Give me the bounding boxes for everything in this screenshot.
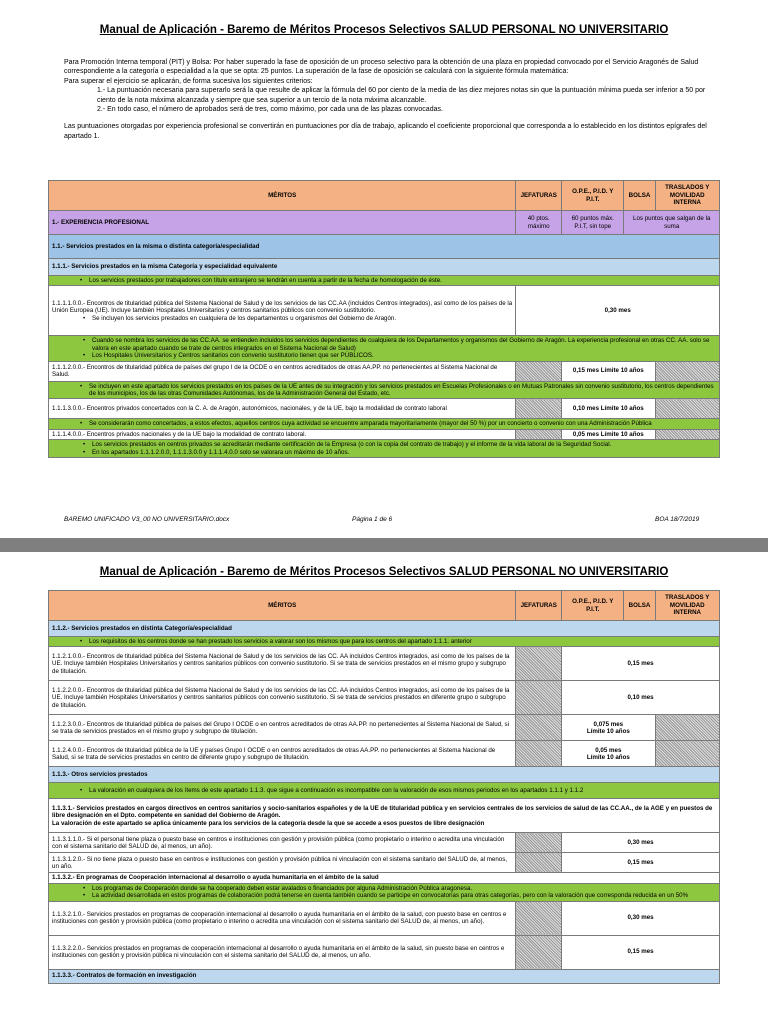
- note-row: [49, 883, 720, 901]
- header-meritos: MÉRITOS: [49, 181, 516, 211]
- note-text: • Se incluyen en este apartado los servicios prestados en los países de la UE antes de su integración y los servicios prestados en Escuelas Profesionales o en Mutuas Patronales sin convenio sustitutorio, los centros dependientes de los municipios, los de las otras Comunidades Autónomas, los de la Administración General del Estado, etc.: [49, 381, 720, 399]
- merit-description: 1.1.2.1.0.0.- Encontros de titularidad pública del Sistema Nacional de Salud y de los servicios de las CC. AA incluidos Centros integrados, así como de los países de la UE. Incluye también Hospitales Universitarios y centros sanitarios públicos con convenio sustitutorio. Si se trata de servicios prestados en el mismo grupo y subgrupo de titulación.: [49, 647, 516, 681]
- header-ope: O.P.E., P.I.D. Y P.I.T.: [562, 181, 624, 211]
- section-cell: [49, 799, 720, 833]
- merit-value: 0,30 mes: [562, 901, 720, 935]
- table-row: [49, 647, 720, 681]
- merit-value: [562, 715, 655, 741]
- value-line: 0,05 mes: [595, 746, 622, 754]
- note-cell: [49, 883, 720, 901]
- header-bolsa: BOLSA: [624, 591, 655, 621]
- table-row: [49, 833, 720, 853]
- criterion-2: 2.- En todo caso, el número de aprobados será de tres, como máximo, por cada una de las plazas convocadas.: [97, 106, 443, 114]
- table-row: [49, 286, 720, 336]
- section-row-1-1-3-2: [49, 873, 720, 883]
- merit-description: 1.1.2.3.0.0.- Encontros de titularidad pública de países del Grupo I OCDE o en centros acreditados de otras AA.PP. no pertenecientes al Sistema Nacional de Salud, si se trata de servicios prestados en el mismo grupo y subgrupo de titulación.: [49, 715, 516, 741]
- merit-value: 0,15 mes Límite 10 años: [562, 361, 655, 381]
- jefaturas-max: 40 ptos. máximo: [516, 211, 562, 235]
- intro-paragraph-2: Para superar el ejercicio se aplicarán, de forma sucesiva los siguientes criterios:: [64, 77, 313, 85]
- section-label: 1.- EXPERIENCIA PROFESIONAL: [49, 211, 516, 235]
- hatched-cell: [516, 647, 562, 681]
- merits-table-page-2: [48, 590, 720, 984]
- merit-description: 1.1.3.1.2.0.- Si no tiene plaza o puesto base en centros e instituciones con gestión y provisión pública ni vinculación con el sistema sanitario del SALUD de, al menos, un año.: [49, 853, 516, 873]
- document-page-2: [0, 552, 768, 1024]
- hatched-cell: [516, 741, 562, 767]
- note-row: [49, 783, 720, 799]
- document-title: Manual de Aplicación - Baremo de Méritos Procesos Selectivos SALUD PERSONAL NO UNIVERSITARIO: [99, 24, 669, 36]
- table-row: [49, 935, 720, 969]
- merit-description: 1.1.1.2.0.0.- Encontros de titularidad pública de países del grupo I de la OCDE o en centros acreditados de otras AA.PP. no pertenecientes al Sistema Nacional de Salud.: [49, 361, 516, 381]
- hatched-cell: [516, 935, 562, 969]
- intro-paragraph-1: Para Promoción Interna temporal (PIT) y Bolsa: Por haber superado la fase de oposición de un proceso selectivo para la obtención de una plaza en propiedad convocado por el Servicio Aragonés de Salud correspondiente a la categoría o especialidad a la que se opta: 25 puntos. La superación de la fase de oposición se calculará con la siguiente fórmula matemática:: [64, 59, 699, 76]
- section-row-1-1-3-1: [49, 799, 720, 833]
- header-jefaturas: JEFATURAS: [516, 181, 562, 211]
- criterion-1: 1.- La puntuación necesaria para superarlo será la que resulte de aplicar la fórmula del 60 por ciento de la media de las diez mejores notas sin que la puntuación mínima pueda ser inferior a 50 por ciento de la nota máxima alcanzada y siempre que sea superior a un tercio de la nota máxima alcanzable.: [97, 87, 706, 104]
- table-row: [49, 429, 720, 439]
- merit-value: 0,10 mes Límite 10 años: [562, 399, 655, 419]
- note-row: [49, 419, 720, 429]
- merit-bullet: • Se incluyen los servicios prestados en cualquiera de los departamentos u organismos del Gobierno de Aragón.: [52, 315, 512, 322]
- hatched-cell: [655, 741, 719, 767]
- ope-max: 60 puntos máx. P.I.T, sin tope: [562, 211, 624, 235]
- section-row-1-1-1: [49, 259, 720, 276]
- value-limit: Límite 10 años: [586, 753, 630, 761]
- merit-value: 0,15 mes: [562, 853, 720, 873]
- section-note: La valoración de este apartado se aplica únicamente para los servicios de la categoría desde la que se accede a esos puestos de libre designación: [52, 819, 485, 827]
- header-traslados: TRASLADOS Y MOVILIDAD INTERNA: [655, 591, 719, 621]
- note-text: • En los apartados 1.1.1.2.0.0, 1.1.1.3.0.0 y 1.1.1.4.0.0 solo se valorara un máximo de 10 años.: [52, 449, 716, 456]
- hatched-cell: [655, 429, 719, 439]
- note-cell: [49, 440, 720, 458]
- merit-value: 0,30 mes: [516, 286, 720, 336]
- hatched-cell: [655, 399, 719, 419]
- merit-description: 1.1.1.3.0.0.- Encentros privados concertados con la C. A. de Aragón, autonómicos, nacionales, y de la UE, bajo la modalidad de contrato laboral: [49, 399, 516, 419]
- sum-points: Los puntos que salgan de la suma: [624, 211, 720, 235]
- note-cell: [49, 336, 720, 361]
- hatched-cell: [655, 361, 719, 381]
- section-row-1-1-3: [49, 767, 720, 783]
- hatched-cell: [516, 833, 562, 853]
- merit-value: 0,05 mes Límite 10 años: [562, 429, 655, 439]
- hatched-cell: [516, 399, 562, 419]
- merit-value: 0,15 mes: [562, 935, 720, 969]
- merit-value: 0,30 mes: [562, 833, 720, 853]
- merit-text: 1.1.1.1.0.0.- Encontros de titularidad pública del Sistema Nacional de Salud y de los servicios de las CC.AA (incluidos Centros integrados), así como de los países de la Unión Europea (UE). Incluye también Hospitales Universitarios y centros sanitarios públicos con convenio sustitutorio.: [52, 299, 513, 315]
- note-text: • Los Hospitales Universitarios y Centros sanitarios con convenio sustitutorio tienen que ser PÚBLICOS.: [52, 352, 716, 359]
- header-meritos: MÉRITOS: [49, 591, 516, 621]
- merits-table-page-1: [48, 180, 720, 458]
- table-row: [49, 399, 720, 419]
- note-text: • Cuando se nombra los servicios de las CC.AA. se entienden incluidos los servicios dependientes de cualquiera de los Departamentos y organismos del Gobierno de Aragón. La experiencia profesional en otras CC. AA. solo se valora en este apartado cuando se trate de centros integrados en el Sistema Nacional de Salud): [52, 337, 716, 352]
- header-bolsa: BOLSA: [624, 181, 655, 211]
- table-row: [49, 715, 720, 741]
- merit-description: [49, 286, 516, 336]
- note-text: • Se considerarán como concertados, a estos efectos, aquellos centros cuya actividad se encuentre amparada mayoritariamente (mayor del 50 %) por un concierto o convenio con una Administración Pública: [49, 419, 720, 429]
- section-label: 1.1.3.- Otros servicios prestados: [49, 767, 720, 783]
- note-text: • Los servicios prestados por trabajadores con título extranjero se tendrán en cuenta a partir de la fecha de homologación de éste.: [49, 276, 720, 286]
- intro-text: [64, 58, 714, 141]
- note-text: • La actividad desarrollada en estos programas de colaboración podrá tenerse en cuenta también cuando se participe en convocatorias para otras categorías, pero con la valoración que corresponda reducida en un 50%: [52, 892, 716, 899]
- footer-page-number: Página 1 de 6: [352, 516, 393, 523]
- table-row: [49, 681, 720, 715]
- note-row: [49, 336, 720, 361]
- note-text: • Los requisitos de los centros donde se han prestado los servicios a valorar son los mismos que para los centros del apartado 1.1.1. anterior: [49, 637, 720, 647]
- table-row: [49, 853, 720, 873]
- hatched-cell: [655, 715, 719, 741]
- section-row-1-1: [49, 235, 720, 259]
- intro-paragraph-3: Las puntuaciones otorgadas por experiencia profesional se convertirán en puntuaciones por día de trabajo, aplicando el coeficiente proporcional que corresponda a lo establecido en los distintos epígrafes del apartado 1.: [64, 123, 707, 140]
- note-row: [49, 637, 720, 647]
- section-row-experiencia: [49, 211, 720, 235]
- note-text: • Los programas de Cooperación donde se ha cooperado deben estar avalados o financiados por alguna Administración Pública aragonesa.: [52, 885, 716, 892]
- hatched-cell: [516, 429, 562, 439]
- section-label: 1.1.1.- Servicios prestados en la misma Categoría y especialidad equivalente: [49, 259, 720, 276]
- merit-description: 1.1.3.1.1.0.- Si el personal tiene plaza o puesto base en centros e instituciones con gestión y provisión pública (como propietario o interino o acredita una vinculación con el sistema sanitario del SALUD de, al menos, un año).: [49, 833, 516, 853]
- footer-date: BOA 18/7/2019: [655, 516, 700, 523]
- hatched-cell: [516, 901, 562, 935]
- merit-value: 0,10 mes: [562, 681, 720, 715]
- section-label: 1.1.3.2.- En programas de Cooperación internacional al desarrollo o ayuda humanitaria en el ámbito de la salud: [49, 873, 720, 883]
- hatched-cell: [516, 681, 562, 715]
- document-title: Manual de Aplicación - Baremo de Méritos Procesos Selectivos SALUD PERSONAL NO UNIVERSITARIO: [99, 566, 669, 578]
- table-row: [49, 901, 720, 935]
- note-text: • La valoración en cualquiera de los ítems de este apartado 1.1.3. que sigue a continuación es incompatible con la valoración de esos mismos periodos en los apartados 1.1.1 y 1.1.2: [49, 783, 720, 799]
- hatched-cell: [516, 715, 562, 741]
- merit-description: 1.1.3.2.2.0.- Servicios prestados en programas de cooperación internacional al desarrollo o ayuda humanitaria en el ámbito de la salud, sin puesto base en centros e instituciones con gestión y provisión pública ni vinculación con el sistema sanitario del SALUD de, al menos, un año.: [49, 935, 516, 969]
- merit-value: [562, 741, 655, 767]
- footer-filename: BAREMO UNIFICADO V3_00 NO UNIVERSITARIO.docx: [64, 516, 230, 523]
- section-row-1-1-2: [49, 621, 720, 637]
- value-limit: Límite 10 años: [586, 727, 630, 735]
- header-ope: O.P.E., P.I.D. Y P.I.T.: [562, 591, 624, 621]
- table-row: [49, 361, 720, 381]
- note-row: [49, 381, 720, 399]
- section-row-1-1-3-3: [49, 969, 720, 983]
- hatched-cell: [516, 361, 562, 381]
- note-text: • Los servicios prestados en centros privados se acreditarán mediante certificación de la Empresa (o con la copia del contrato de trabajo) y el informe de la vida laboral de la Seguridad Social.: [52, 441, 716, 448]
- merit-value: 0,15 mes: [562, 647, 720, 681]
- header-traslados: TRASLADOS Y MOVILIDAD INTERNA: [655, 181, 719, 211]
- header-jefaturas: JEFATURAS: [516, 591, 562, 621]
- table-header-row: [49, 181, 720, 211]
- note-row: [49, 276, 720, 286]
- merit-description: 1.1.2.4.0.0.- Encontros de titularidad pública de la UE y países Grupo I OCDE o en centros acreditados de otras AA.PP. no pertenecientes al Sistema Nacional de Salud, si se trata de servicios prestados en centro de diferente grupo y subgrupo de titulación.: [49, 741, 516, 767]
- section-label: 1.1.3.3.- Contratos de formación en investigación: [49, 969, 720, 983]
- table-row: [49, 741, 720, 767]
- merit-description: 1.1.1.4.0.0.- Encentros privados nacionales y de la UE bajo la modalidad de contrato laboral.: [49, 429, 516, 439]
- merit-description: 1.1.2.2.0.0.- Encontros de titularidad pública del Sistema Nacional de Salud y de los servicios de las CC. AA incluidos Centros integrados, así como de los países de la UE. Incluye también Hospitales Universitarios y centros sanitarios públicos con convenio sustitutorio. Si se trata de servicios prestados en diferente grupo o subgrupo de titulación.: [49, 681, 516, 715]
- table-header-row: [49, 591, 720, 621]
- value-line: 0,075 mes: [593, 720, 624, 728]
- note-row: [49, 440, 720, 458]
- merit-description: 1.1.3.2.1.0.- Servicios prestados en programas de cooperación internacional al desarrollo o ayuda humanitaria en el ámbito de la salud, con puesto base en centros e instituciones con gestión y provisión pública (como propietario o interino o acredita una vinculación con el sistema sanitario del SALUD de, al menos, un año).: [49, 901, 516, 935]
- section-label: 1.1.3.1.- Servicios prestados en cargos directivos en centros sanitarios y socio-sanitarios españoles y de la UE de titularidad pública y en servicios centrales de los servicios de salud de las CC.AA., de la AGE y en puestos de libre designación en el Dpto. competente en sanidad del Gobierno de Aragón.: [52, 804, 713, 820]
- hatched-cell: [516, 853, 562, 873]
- section-label: 1.1.2.- Servicios prestados en distinta Categoría/especialidad: [49, 621, 720, 637]
- section-label: 1.1.- Servicios prestados en la misma o distinta categoría/especialidad: [49, 235, 720, 259]
